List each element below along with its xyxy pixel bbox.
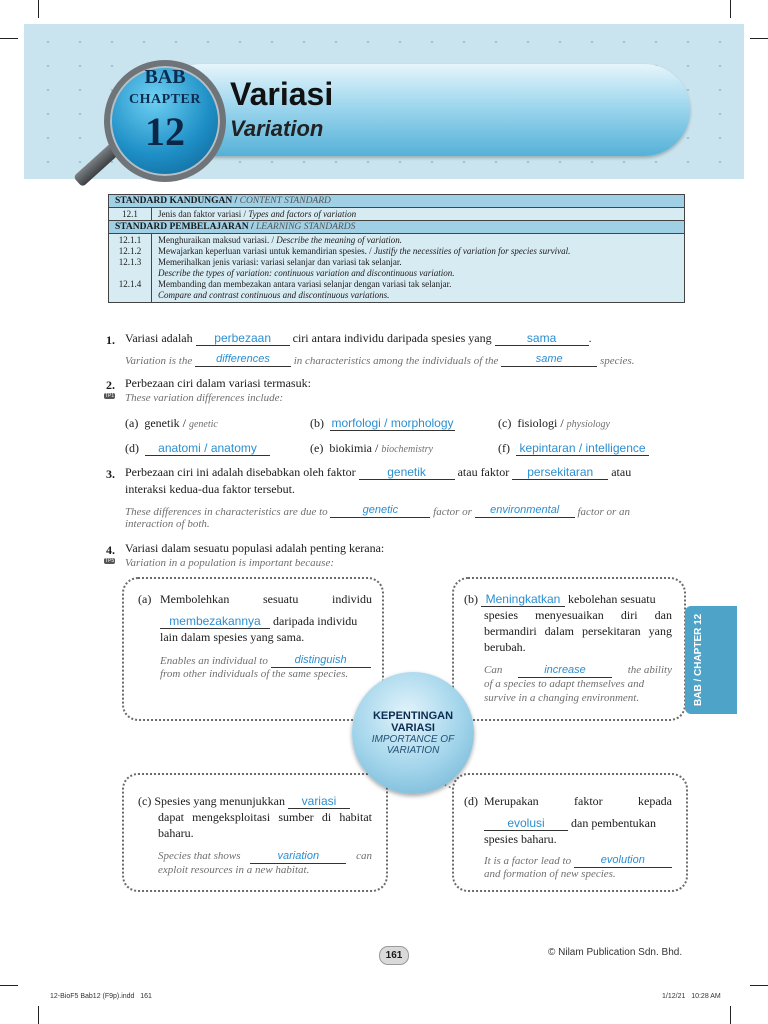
q2-text-ms: Perbezaan ciri dalam variasi termasuk: [125,376,311,390]
chapter-side-tab [685,606,737,714]
q3-number: 3. [106,467,115,481]
q1-text-ms: Variasi adalah perbezaan ciri antara individu daripada spesies yang sama . [125,331,592,345]
q2-item-f: (f) kepintaran / intelligence [498,441,649,456]
q1-answer-4[interactable]: same [501,352,597,367]
learning-standard-rows: 12.1.1 12.1.2 12.1.3 12.1.4 Menghuraikan maksud variasi. / Describe the meaning of variation. Mewajarkan keperluan variasi untuk kemandirian spesies. / Justify the necessities of variation for species survival. Memerihalkan jenis variasi: variasi selanjar dan variasi tak selanjar. Describe the types of variation: continuous variation and discontinuous variation. Membanding dan membezakan antara variasi selanjar dengan variasi tak selanjar. Compare and contrast continuous and discontinuous variations. [109,234,685,303]
q2-text-en: These variation differences include: [125,392,284,404]
q3-text-ms: Perbezaan ciri ini adalah disebabkan oleh faktor genetik atau faktor persekitaran atau [125,465,632,479]
page-number: 161 [379,946,409,965]
box-c-answer-en[interactable]: variation [250,849,346,864]
tp1-badge: TP1 [105,393,115,399]
q2-item-e: (e) biokimia / biochemistry [310,441,433,455]
q2-number: 2. [106,378,115,392]
q4-number: 4. [106,543,115,557]
box-b-answer-ms[interactable]: Meningkatkan [481,592,565,607]
side-tab-label: BAB / CHAPTER 12 [693,613,704,706]
q2-answer-b[interactable]: morfologi / morphology [331,416,454,430]
q1-answer-2[interactable]: sama [495,331,589,346]
center-title-en-1: IMPORTANCE OF [371,734,455,745]
content-standard-header: STANDARD KANDUNGAN / CONTENT STANDARD [109,195,685,208]
importance-center-circle [352,672,474,794]
q1-answer-1[interactable]: perbezaan [196,331,290,346]
content-standard-row: 12.1 Jenis dan faktor variasi / Types and factors of variation [109,208,685,221]
q3-answer-3[interactable]: genetic [330,503,430,518]
learning-standard-header: STANDARD PEMBELAJARAN / LEARNING STANDARDS [109,221,685,234]
print-date: 1/12/21 10:28 AM [662,993,721,1000]
q3-answer-1[interactable]: genetik [359,465,455,480]
q2-item-a: (a) genetik / genetic [125,416,218,430]
importance-box-c: (c) Spesies yang menunjukkan variasi dapat mengeksploitasi sumber di habitat baharu. Species that shows variation can exploit resources in a new habitat. [122,773,388,892]
box-a-answer-en[interactable]: distinguish [271,653,371,668]
chapter-number: 12 [145,109,185,154]
center-title-ms-1: KEPENTINGAN [372,710,454,722]
center-title-en-2: VARIATION [386,745,440,756]
box-d-answer-en[interactable]: evolution [574,853,672,868]
box-b-answer-en[interactable]: increase [518,663,612,678]
q1-answer-3[interactable]: differences [195,352,291,367]
importance-box-a: (a) Membolehkan sesuatu individu membezakannya daripada individu lain dalam spesies yang sama. Enables an individual to distinguish from other individuals of the same species. [122,577,384,721]
box-a-answer-ms[interactable]: membezakannya [160,614,270,629]
tp5-badge: TP5 [105,558,115,564]
q2-answer-f[interactable]: kepintaran / intelligence [516,441,649,456]
q4-text-ms: Variasi dalam sesuatu populasi adalah penting kerana: [125,541,385,555]
center-title-ms-2: VARIASI [391,722,435,734]
q4-text-en: Variation in a population is important because: [125,557,334,569]
chapter-bab-label: BAB [144,66,186,88]
q3-answer-2[interactable]: persekitaran [512,465,608,480]
q2-item-d: (d) anatomi / anatomy [125,441,270,456]
q2-answer-d[interactable]: anatomi / anatomy [145,441,270,456]
publisher-credit: © Nilam Publication Sdn. Bhd. [548,947,683,958]
file-slug: 12-BioF5 Bab12 (F9p).indd 161 [50,993,152,1000]
q3-text-ms-2: interaksi kedua-dua faktor tersebut. [125,482,295,496]
chapter-chapter-label: CHAPTER [129,92,201,107]
page-subtitle: Variation [230,116,324,141]
page-title: Variasi [230,76,334,112]
q2-item-b: (b) morfologi / morphology [310,416,454,430]
q2-item-c: (c) fisiologi / physiology [498,416,610,430]
q1-number: 1. [106,333,115,347]
box-d-answer-ms[interactable]: evolusi [484,816,568,831]
box-c-answer-ms[interactable]: variasi [288,794,350,809]
q3-text-en: These differences in characteristics are due to genetic factor or environmental factor or an [125,504,631,518]
q3-answer-4[interactable]: environmental [475,503,575,518]
importance-box-d: (d) Merupakan faktor kepada evolusi dan pembentukan spesies baharu. It is a factor lead to evolution and formation of new species. [452,773,688,892]
q3-text-en-2: interaction of both. [125,518,210,530]
q1-text-en: Variation is the differences in characteristics among the individuals of the same species. [125,353,635,367]
importance-box-b: (b) Meningkatkan kebolehan sesuatu spesies menyesuaikan diri dan bermandiri dalam persekitaran yang berubah. Can increase the ability of a species to adapt themselves and survive in a changing environment. [452,577,686,721]
